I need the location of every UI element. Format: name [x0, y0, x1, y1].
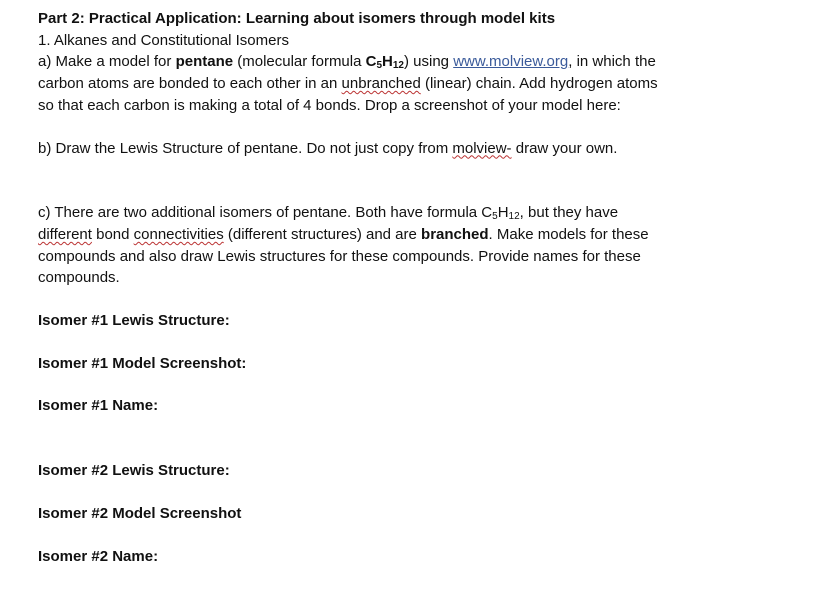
question-a-line-1: a) Make a model for pentane (molecular formula $C_5H_{12}$) using www.molview.org, in which the	[38, 53, 656, 72]
document-body	[38, 8, 818, 567]
isomer1-name-label: Isomer #1 Name:	[38, 397, 159, 415]
section-title: 1. Alkanes and Constitutional Isomers	[38, 31, 289, 49]
spellcheck-flag: molview-	[452, 139, 512, 157]
spellcheck-flag: different	[38, 225, 92, 243]
question-c-line-2: different bond connectivities (different structures) and are branched. Make models for these	[38, 225, 649, 243]
spellcheck-flag: connectivities	[133, 225, 224, 243]
part-title: Part 2: Practical Application: Learning about isomers through model kits	[38, 10, 556, 27]
isomer2-name-label: Isomer #2 Name:	[38, 547, 159, 565]
question-a-line-2: carbon atoms are bonded to each other in an unbranched (linear) chain. Add hydrogen atoms	[38, 75, 658, 93]
question-b: b) Draw the Lewis Structure of pentane. Do not just copy from molview- draw your own.	[38, 139, 618, 157]
question-c-line-3: compounds and also draw Lewis structures for these compounds. Provide names for these	[38, 247, 641, 265]
isomer1-lewis-label: Isomer #1 Lewis Structure:	[38, 312, 230, 330]
molview-link[interactable]: www.molview.org	[453, 53, 569, 71]
spellcheck-flag: unbranched	[341, 75, 421, 93]
isomer2-lewis-label: Isomer #2 Lewis Structure:	[38, 462, 230, 480]
question-a-line-3: so that each carbon is making a total of 4 bonds. Drop a screenshot of your model here:	[38, 96, 621, 114]
question-c-line-4: compounds.	[38, 269, 120, 287]
isomer2-model-label: Isomer #2 Model Screenshot	[38, 504, 242, 522]
question-c-line-1: c) There are two additional isomers of pentane. Both have formula $C_5H_{12}$, but they have	[38, 204, 619, 223]
isomer1-model-label: Isomer #1 Model Screenshot:	[38, 354, 247, 372]
